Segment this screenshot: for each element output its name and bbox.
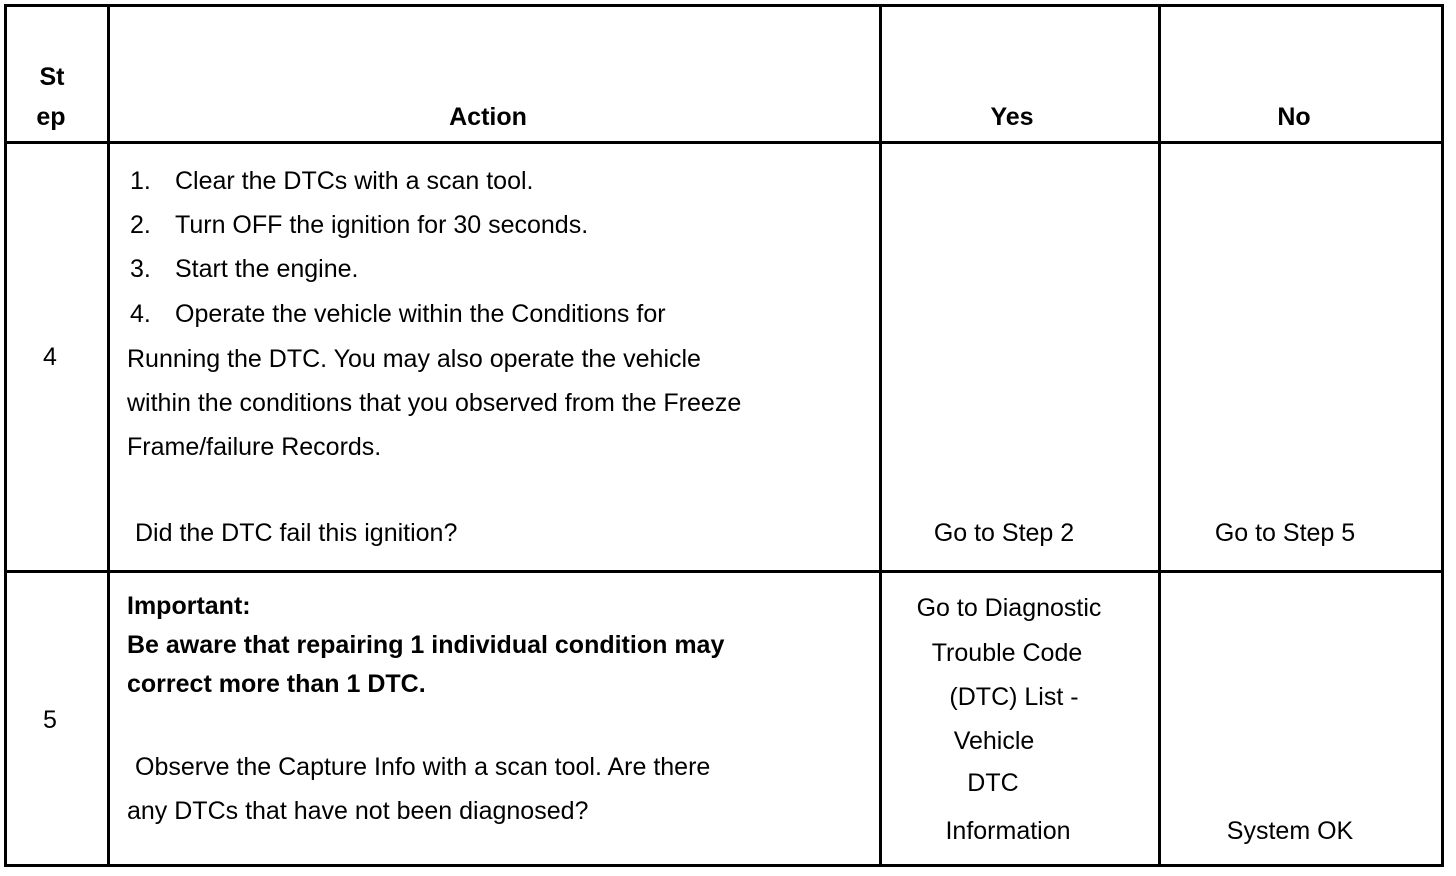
header-step: St: [39, 63, 65, 91]
action-text-line: Running the DTC. You may also operate the vehicle: [127, 345, 701, 373]
list-item-number: 1.: [130, 167, 151, 195]
list-item-number: 2.: [130, 211, 151, 239]
table-border-bottom: [4, 864, 1444, 867]
no-result: Go to Step 5: [1214, 519, 1356, 547]
table-border-top: [4, 4, 1444, 7]
action-question-line: any DTCs that have not been diagnosed?: [127, 797, 589, 825]
list-item: Clear the DTCs with a scan tool.: [175, 167, 534, 195]
list-item: Operate the vehicle within the Conditions for: [175, 300, 666, 328]
column-divider-yes: [1158, 4, 1161, 867]
table-border-left: [4, 4, 7, 867]
header-action: Action: [449, 103, 527, 131]
list-item: Turn OFF the ignition for 30 seconds.: [175, 211, 589, 239]
row-divider: [4, 570, 1444, 573]
yes-result-line: Trouble Code: [931, 639, 1083, 667]
row-step-number: 4: [43, 343, 57, 371]
list-item-number: 4.: [130, 300, 151, 328]
important-label: Important:: [127, 592, 251, 620]
action-text-line: within the conditions that you observed from the Freeze: [127, 389, 742, 417]
important-text-line: correct more than 1 DTC.: [127, 670, 426, 698]
yes-result-line: Information: [945, 817, 1071, 845]
list-item-number: 3.: [130, 255, 151, 283]
header-divider: [4, 141, 1444, 144]
yes-result-line: Vehicle: [953, 727, 1035, 755]
column-divider-action: [879, 4, 882, 867]
action-text-line: Frame/failure Records.: [127, 433, 382, 461]
row-step-number: 5: [43, 706, 57, 734]
column-divider-step: [107, 4, 110, 867]
list-item: Start the engine.: [175, 255, 359, 283]
action-question-line: Observe the Capture Info with a scan tool. Are there: [135, 753, 711, 781]
yes-result-line: Go to Diagnostic: [916, 594, 1102, 622]
header-no: No: [1277, 103, 1311, 131]
header-step-cont: ep: [36, 103, 66, 131]
important-text-line: Be aware that repairing 1 individual condition may: [127, 631, 725, 659]
action-question: Did the DTC fail this ignition?: [135, 519, 458, 547]
yes-result-line: (DTC) List -: [949, 683, 1079, 711]
no-result: System OK: [1226, 817, 1354, 845]
yes-result: Go to Step 2: [933, 519, 1075, 547]
yes-result-line: DTC: [967, 769, 1019, 797]
header-yes: Yes: [990, 103, 1034, 131]
table-border-right: [1441, 4, 1444, 867]
